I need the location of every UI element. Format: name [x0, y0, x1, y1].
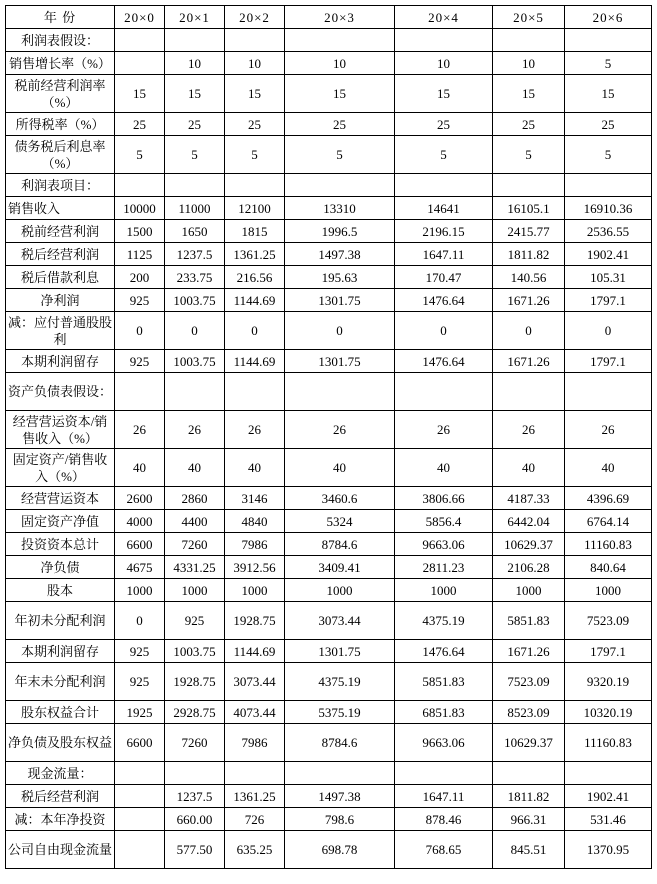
value-cell	[395, 373, 493, 411]
value-cell: 3912.56	[225, 556, 285, 579]
value-cell: 1301.75	[285, 289, 395, 312]
table-row	[6, 312, 652, 350]
value-cell: 3409.41	[285, 556, 395, 579]
value-cell: 1902.41	[565, 243, 652, 266]
value-cell: 925	[115, 663, 165, 701]
value-cell: 16105.1	[493, 197, 565, 220]
value-cell	[285, 762, 395, 785]
value-cell: 1476.64	[395, 640, 493, 663]
value-cell: 3146	[225, 487, 285, 510]
table-row	[6, 373, 652, 411]
table-row	[6, 724, 652, 762]
table-row	[6, 449, 652, 487]
value-cell: 4375.19	[285, 663, 395, 701]
value-cell: 3073.44	[285, 602, 395, 640]
value-cell: 4400	[165, 510, 225, 533]
row-label: 销售增长率（%）	[6, 52, 115, 75]
value-cell: 4331.25	[165, 556, 225, 579]
value-cell: 3073.44	[225, 663, 285, 701]
row-label: 所得税率（%）	[6, 113, 115, 136]
value-cell: 1671.26	[493, 350, 565, 373]
value-cell: 0	[285, 312, 395, 350]
value-cell	[115, 785, 165, 808]
value-cell: 5324	[285, 510, 395, 533]
value-cell	[395, 762, 493, 785]
table-row	[6, 762, 652, 785]
value-cell: 1815	[225, 220, 285, 243]
value-cell: 25	[395, 113, 493, 136]
value-cell: 0	[395, 312, 493, 350]
table-row	[6, 52, 652, 75]
value-cell	[225, 174, 285, 197]
table-row	[6, 602, 652, 640]
value-cell: 40	[493, 449, 565, 487]
table-row	[6, 510, 652, 533]
year-header-cell: 年 份	[6, 6, 115, 29]
value-cell: 10	[165, 52, 225, 75]
value-cell: 6442.04	[493, 510, 565, 533]
value-cell: 878.46	[395, 808, 493, 831]
value-cell: 15	[285, 75, 395, 113]
value-cell: 26	[493, 411, 565, 449]
value-cell: 1996.5	[285, 220, 395, 243]
value-cell: 0	[225, 312, 285, 350]
value-cell: 4375.19	[395, 602, 493, 640]
value-cell: 7986	[225, 533, 285, 556]
value-cell: 1925	[115, 701, 165, 724]
value-cell: 7986	[225, 724, 285, 762]
row-label: 资产负债表假设：	[6, 373, 115, 411]
value-cell	[115, 373, 165, 411]
value-cell: 577.50	[165, 831, 225, 869]
value-cell	[115, 29, 165, 52]
value-cell	[285, 174, 395, 197]
value-cell: 1125	[115, 243, 165, 266]
table-body	[6, 29, 652, 869]
value-cell: 698.78	[285, 831, 395, 869]
value-cell: 12100	[225, 197, 285, 220]
value-cell: 1647.11	[395, 785, 493, 808]
year-column-header: 20×6	[565, 6, 652, 29]
value-cell	[225, 762, 285, 785]
value-cell: 170.47	[395, 266, 493, 289]
value-cell: 40	[565, 449, 652, 487]
value-cell: 5	[165, 136, 225, 174]
value-cell: 1301.75	[285, 640, 395, 663]
value-cell: 14641	[395, 197, 493, 220]
table-row	[6, 75, 652, 113]
value-cell	[165, 373, 225, 411]
value-cell: 966.31	[493, 808, 565, 831]
row-label: 股本	[6, 579, 115, 602]
value-cell: 26	[565, 411, 652, 449]
value-cell: 40	[395, 449, 493, 487]
value-cell	[165, 29, 225, 52]
value-cell	[115, 762, 165, 785]
value-cell	[225, 373, 285, 411]
value-cell: 2196.15	[395, 220, 493, 243]
value-cell: 6600	[115, 724, 165, 762]
value-cell: 1928.75	[225, 602, 285, 640]
value-cell: 1003.75	[165, 289, 225, 312]
value-cell: 1647.11	[395, 243, 493, 266]
value-cell: 8523.09	[493, 701, 565, 724]
value-cell: 4840	[225, 510, 285, 533]
value-cell: 1237.5	[165, 243, 225, 266]
table-row	[6, 663, 652, 701]
value-cell: 2536.55	[565, 220, 652, 243]
value-cell: 1144.69	[225, 350, 285, 373]
table-row	[6, 136, 652, 174]
value-cell: 233.75	[165, 266, 225, 289]
table-row	[6, 289, 652, 312]
value-cell: 1797.1	[565, 289, 652, 312]
row-label: 税前经营利润	[6, 220, 115, 243]
value-cell: 9320.19	[565, 663, 652, 701]
value-cell	[395, 29, 493, 52]
value-cell: 1237.5	[165, 785, 225, 808]
value-cell: 5	[565, 52, 652, 75]
value-cell: 25	[565, 113, 652, 136]
value-cell	[115, 52, 165, 75]
value-cell: 10	[395, 52, 493, 75]
row-label: 税后经营利润	[6, 243, 115, 266]
value-cell: 6851.83	[395, 701, 493, 724]
value-cell: 5	[115, 136, 165, 174]
value-cell: 925	[115, 350, 165, 373]
value-cell	[225, 29, 285, 52]
value-cell: 4396.69	[565, 487, 652, 510]
value-cell: 925	[115, 640, 165, 663]
value-cell: 9663.06	[395, 724, 493, 762]
table-row	[6, 640, 652, 663]
value-cell: 10000	[115, 197, 165, 220]
value-cell: 105.31	[565, 266, 652, 289]
value-cell: 925	[115, 289, 165, 312]
row-label: 现金流量：	[6, 762, 115, 785]
row-label: 公司自由现金流量	[6, 831, 115, 869]
value-cell: 1811.82	[493, 243, 565, 266]
value-cell: 1500	[115, 220, 165, 243]
row-label: 利润表项目：	[6, 174, 115, 197]
value-cell: 1811.82	[493, 785, 565, 808]
value-cell	[115, 174, 165, 197]
value-cell: 10	[285, 52, 395, 75]
table-header	[6, 6, 652, 29]
table-row	[6, 785, 652, 808]
table-row	[6, 174, 652, 197]
row-label: 年末未分配利润	[6, 663, 115, 701]
value-cell: 25	[115, 113, 165, 136]
value-cell: 6600	[115, 533, 165, 556]
value-cell: 7260	[165, 724, 225, 762]
value-cell: 2928.75	[165, 701, 225, 724]
value-cell: 845.51	[493, 831, 565, 869]
table-row	[6, 556, 652, 579]
value-cell: 40	[115, 449, 165, 487]
value-cell: 8784.6	[285, 533, 395, 556]
value-cell	[165, 762, 225, 785]
table-row	[6, 243, 652, 266]
table-row	[6, 533, 652, 556]
value-cell: 2106.28	[493, 556, 565, 579]
value-cell: 10	[493, 52, 565, 75]
value-cell: 0	[115, 602, 165, 640]
financial-projection-table	[5, 5, 652, 869]
header-row	[6, 6, 652, 29]
value-cell: 1003.75	[165, 640, 225, 663]
value-cell: 26	[165, 411, 225, 449]
value-cell: 1797.1	[565, 350, 652, 373]
row-label: 净利润	[6, 289, 115, 312]
value-cell: 1000	[225, 579, 285, 602]
value-cell: 26	[225, 411, 285, 449]
value-cell: 768.65	[395, 831, 493, 869]
row-label: 本期利润留存	[6, 350, 115, 373]
value-cell: 10629.37	[493, 533, 565, 556]
year-column-header: 20×0	[115, 6, 165, 29]
value-cell	[165, 174, 225, 197]
value-cell: 5	[395, 136, 493, 174]
value-cell: 16910.36	[565, 197, 652, 220]
value-cell: 1497.38	[285, 243, 395, 266]
table-row	[6, 579, 652, 602]
value-cell: 635.25	[225, 831, 285, 869]
row-label: 股东权益合计	[6, 701, 115, 724]
value-cell: 1370.95	[565, 831, 652, 869]
row-label: 税前经营利润率（%）	[6, 75, 115, 113]
value-cell: 40	[165, 449, 225, 487]
value-cell: 15	[165, 75, 225, 113]
row-label: 本期利润留存	[6, 640, 115, 663]
year-column-header: 20×3	[285, 6, 395, 29]
value-cell: 6764.14	[565, 510, 652, 533]
value-cell: 10	[225, 52, 285, 75]
year-column-header: 20×2	[225, 6, 285, 29]
value-cell: 10320.19	[565, 701, 652, 724]
value-cell: 0	[493, 312, 565, 350]
value-cell: 1797.1	[565, 640, 652, 663]
value-cell: 15	[565, 75, 652, 113]
table-row	[6, 701, 652, 724]
value-cell: 1671.26	[493, 289, 565, 312]
value-cell: 1476.64	[395, 350, 493, 373]
row-label: 债务税后利息率（%）	[6, 136, 115, 174]
value-cell: 25	[493, 113, 565, 136]
value-cell: 840.64	[565, 556, 652, 579]
row-label: 经营营运资本/销售收入（%）	[6, 411, 115, 449]
value-cell: 1497.38	[285, 785, 395, 808]
value-cell: 1671.26	[493, 640, 565, 663]
value-cell: 5	[565, 136, 652, 174]
value-cell	[565, 762, 652, 785]
value-cell: 1003.75	[165, 350, 225, 373]
value-cell: 2600	[115, 487, 165, 510]
value-cell: 4073.44	[225, 701, 285, 724]
row-label: 税后借款利息	[6, 266, 115, 289]
value-cell: 4000	[115, 510, 165, 533]
row-label: 减：本年净投资	[6, 808, 115, 831]
row-label: 利润表假设：	[6, 29, 115, 52]
row-label: 净负债及股东权益	[6, 724, 115, 762]
value-cell: 7523.09	[493, 663, 565, 701]
table-row	[6, 113, 652, 136]
value-cell: 9663.06	[395, 533, 493, 556]
value-cell: 5851.83	[395, 663, 493, 701]
value-cell: 7260	[165, 533, 225, 556]
value-cell: 4675	[115, 556, 165, 579]
table-row	[6, 220, 652, 243]
value-cell: 40	[285, 449, 395, 487]
value-cell	[565, 174, 652, 197]
value-cell: 5851.83	[493, 602, 565, 640]
value-cell: 1144.69	[225, 289, 285, 312]
value-cell	[115, 831, 165, 869]
table-row	[6, 487, 652, 510]
value-cell: 1000	[493, 579, 565, 602]
value-cell: 1000	[395, 579, 493, 602]
value-cell	[285, 29, 395, 52]
row-label: 固定资产净值	[6, 510, 115, 533]
value-cell: 1000	[285, 579, 395, 602]
value-cell	[115, 808, 165, 831]
value-cell: 1000	[165, 579, 225, 602]
value-cell: 195.63	[285, 266, 395, 289]
value-cell: 11160.83	[565, 724, 652, 762]
row-label: 年初未分配利润	[6, 602, 115, 640]
row-label: 销售收入	[6, 197, 115, 220]
value-cell: 4187.33	[493, 487, 565, 510]
row-label: 投资资本总计	[6, 533, 115, 556]
value-cell: 26	[115, 411, 165, 449]
value-cell: 5	[493, 136, 565, 174]
value-cell	[493, 762, 565, 785]
value-cell: 15	[395, 75, 493, 113]
value-cell: 8784.6	[285, 724, 395, 762]
value-cell: 1476.64	[395, 289, 493, 312]
value-cell	[565, 29, 652, 52]
table-row	[6, 266, 652, 289]
value-cell: 5	[225, 136, 285, 174]
value-cell	[565, 373, 652, 411]
value-cell: 11160.83	[565, 533, 652, 556]
value-cell: 1928.75	[165, 663, 225, 701]
row-label: 经营营运资本	[6, 487, 115, 510]
row-label: 固定资产/销售收入（%）	[6, 449, 115, 487]
value-cell: 3460.6	[285, 487, 395, 510]
value-cell: 660.00	[165, 808, 225, 831]
value-cell: 1361.25	[225, 243, 285, 266]
value-cell: 798.6	[285, 808, 395, 831]
value-cell	[285, 373, 395, 411]
value-cell: 25	[165, 113, 225, 136]
value-cell: 925	[165, 602, 225, 640]
value-cell: 26	[395, 411, 493, 449]
value-cell: 15	[493, 75, 565, 113]
table-row	[6, 808, 652, 831]
value-cell: 3806.66	[395, 487, 493, 510]
value-cell: 216.56	[225, 266, 285, 289]
value-cell: 200	[115, 266, 165, 289]
value-cell: 0	[165, 312, 225, 350]
table-row	[6, 350, 652, 373]
value-cell: 5	[285, 136, 395, 174]
value-cell: 1144.69	[225, 640, 285, 663]
value-cell: 13310	[285, 197, 395, 220]
year-column-header: 20×5	[493, 6, 565, 29]
row-label: 减：应付普通股股利	[6, 312, 115, 350]
table-row	[6, 831, 652, 869]
value-cell: 1000	[115, 579, 165, 602]
value-cell	[493, 373, 565, 411]
value-cell	[493, 174, 565, 197]
year-column-header: 20×1	[165, 6, 225, 29]
value-cell	[395, 174, 493, 197]
row-label: 税后经营利润	[6, 785, 115, 808]
value-cell: 1902.41	[565, 785, 652, 808]
table-row	[6, 29, 652, 52]
table-row	[6, 411, 652, 449]
value-cell: 10629.37	[493, 724, 565, 762]
value-cell: 140.56	[493, 266, 565, 289]
year-column-header: 20×4	[395, 6, 493, 29]
value-cell: 15	[225, 75, 285, 113]
table-row	[6, 197, 652, 220]
value-cell: 2415.77	[493, 220, 565, 243]
value-cell: 25	[285, 113, 395, 136]
value-cell: 7523.09	[565, 602, 652, 640]
value-cell: 5856.4	[395, 510, 493, 533]
value-cell: 40	[225, 449, 285, 487]
value-cell: 15	[115, 75, 165, 113]
value-cell: 1650	[165, 220, 225, 243]
value-cell: 726	[225, 808, 285, 831]
value-cell: 2811.23	[395, 556, 493, 579]
value-cell: 1301.75	[285, 350, 395, 373]
value-cell: 26	[285, 411, 395, 449]
value-cell: 2860	[165, 487, 225, 510]
value-cell: 25	[225, 113, 285, 136]
value-cell: 531.46	[565, 808, 652, 831]
value-cell: 1361.25	[225, 785, 285, 808]
value-cell: 0	[115, 312, 165, 350]
value-cell: 11000	[165, 197, 225, 220]
row-label: 净负债	[6, 556, 115, 579]
value-cell: 0	[565, 312, 652, 350]
value-cell: 1000	[565, 579, 652, 602]
value-cell	[493, 29, 565, 52]
value-cell: 5375.19	[285, 701, 395, 724]
